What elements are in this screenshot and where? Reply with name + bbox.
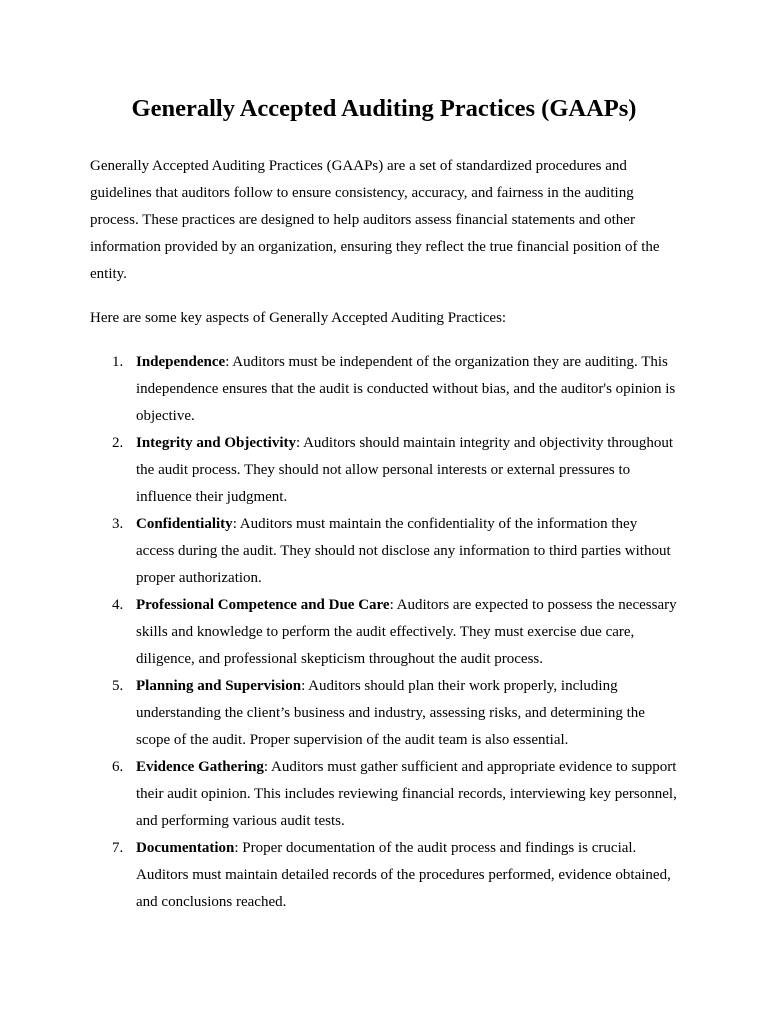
- list-item-text: : Proper documentation of the audit process and findings is crucial. Auditors must maintain detailed records of the procedures performed, evidence obtained, and conclusions reached.: [136, 840, 671, 910]
- list-item: [90, 754, 678, 835]
- list-item-term: Professional Competence and Due Care: [136, 597, 390, 613]
- list-item-number: 5.: [112, 678, 124, 694]
- key-aspects-list: [90, 349, 678, 916]
- list-item-text: : Auditors should maintain integrity and objectivity throughout the audit process. They should not allow personal interests or external pressures to influence their judgment.: [136, 435, 674, 505]
- list-item-number: 7.: [112, 840, 124, 856]
- page-title: Generally Accepted Auditing Practices (GAAPs): [131, 95, 637, 122]
- list-item-number: 1.: [112, 354, 124, 370]
- list-item: [90, 592, 678, 673]
- list-item-number: 2.: [112, 435, 124, 451]
- list-item: [90, 511, 678, 592]
- list-item-term: Integrity and Objectivity: [136, 435, 296, 451]
- intro-paragraph: Generally Accepted Auditing Practices (GAAPs) are a set of standardized procedures and guidelines that auditors follow to ensure consistency, accuracy, and fairness in the auditing process. These practices are designed to help auditors assess financial statements and other information provided by an organization, ensuring they reflect the true financial position of the entity.: [90, 158, 660, 282]
- list-item-text: : Auditors must be independent of the organization they are auditing. This independence ensures that the audit is conducted without bias, and the auditor's opinion is objective.: [136, 354, 676, 424]
- list-item-number: 6.: [112, 759, 124, 775]
- list-item: [90, 349, 678, 430]
- list-item-text: : Auditors must maintain the confidentiality of the information they access during the audit. They should not disclose any information to third parties without proper authorization.: [136, 516, 671, 586]
- list-item-term: Documentation: [136, 840, 235, 856]
- list-item-number: 3.: [112, 516, 124, 532]
- list-item-term: Evidence Gathering: [136, 759, 264, 775]
- list-item: [90, 835, 678, 916]
- lead-paragraph: Here are some key aspects of Generally Accepted Auditing Practices:: [90, 310, 507, 326]
- list-item-term: Independence: [136, 354, 226, 370]
- list-item: [90, 430, 678, 511]
- list-item: [90, 673, 678, 754]
- list-item-text: : Auditors should plan their work properly, including understanding the client’s business and industry, assessing risks, and determining the scope of the audit. Proper supervision of the audit team is also essential.: [136, 678, 645, 748]
- list-item-term: Confidentiality: [136, 516, 233, 532]
- list-item-term: Planning and Supervision: [136, 678, 302, 694]
- list-item-text: : Auditors must gather sufficient and appropriate evidence to support their audit opinion. This includes reviewing financial records, interviewing key personnel, and performing various audit tests.: [136, 759, 677, 829]
- list-item-number: 4.: [112, 597, 124, 613]
- list-item-text: : Auditors are expected to possess the necessary skills and knowledge to perform the audit effectively. They must exercise due care, diligence, and professional skepticism throughout the audit process.: [136, 597, 677, 667]
